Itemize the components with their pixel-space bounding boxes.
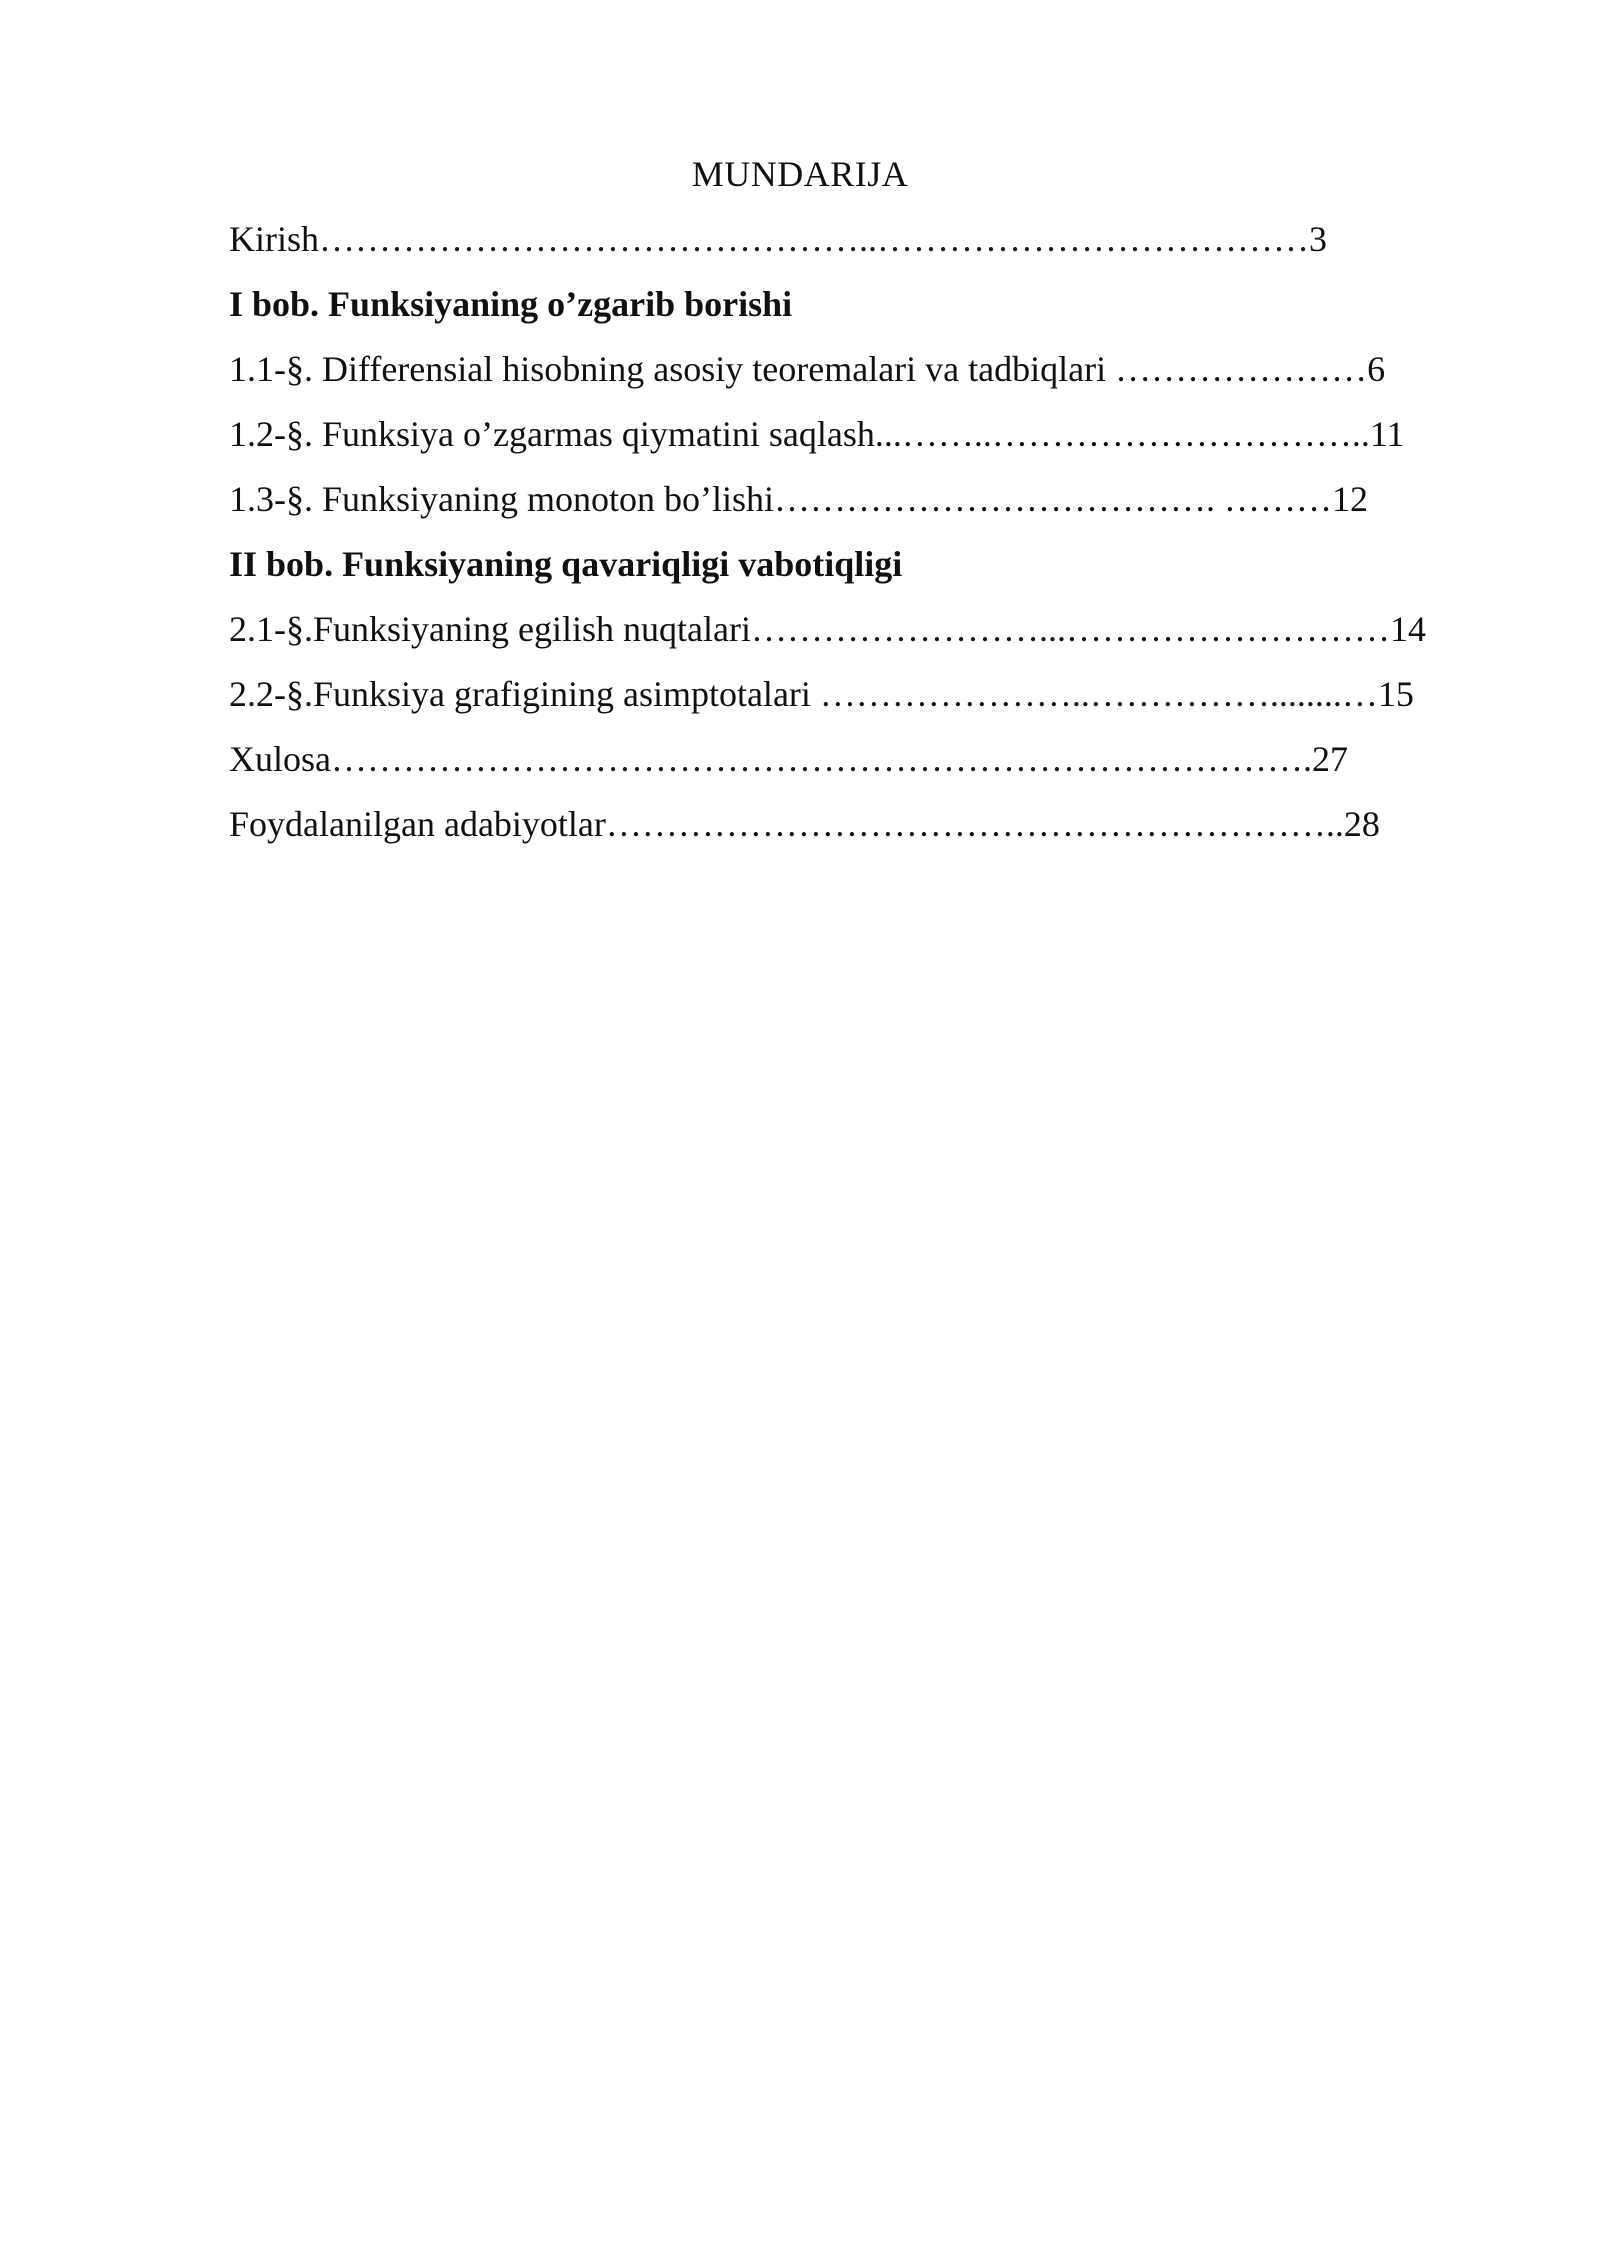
toc-chapter-1-heading: I bob. Funksiyaning o’zgarib borishi	[229, 284, 793, 324]
toc-entry-section-2-2: 2.2-§.Funksiya grafigining asimptotalari …………………..……………........…15	[229, 674, 1414, 714]
page-title: MUNDARIJA	[691, 154, 909, 194]
toc-entry-section-1-3: 1.3-§. Funksiyaning monoton bo’lishi………………………………. ………12	[229, 479, 1369, 519]
toc-chapter-2-heading: II bob. Funksiyaning qavariqligi vabotiqligi	[229, 544, 903, 584]
toc-entry-introduction: Kirish………………………………………..………………………………3	[229, 219, 1327, 259]
toc-entry-references: Foydalanilgan adabiyotlar……………………………………………………..28	[229, 804, 1380, 844]
table-of-contents	[229, 213, 1509, 863]
toc-entry-section-1-2: 1.2-§. Funksiya o’zgarmas qiymatini saqlash...……..…………………………..11	[229, 414, 1405, 454]
toc-entry-section-1-1: 1.1-§. Differensial hisobning asosiy teoremalari va tadbiqlari …………………6	[229, 349, 1386, 389]
toc-entry-section-2-1: 2.1-§.Funksiyaning egilish nuqtalari……………………...………………………14	[229, 609, 1426, 649]
toc-entry-conclusion: Xulosa……………………………………………………………………….27	[229, 739, 1348, 779]
